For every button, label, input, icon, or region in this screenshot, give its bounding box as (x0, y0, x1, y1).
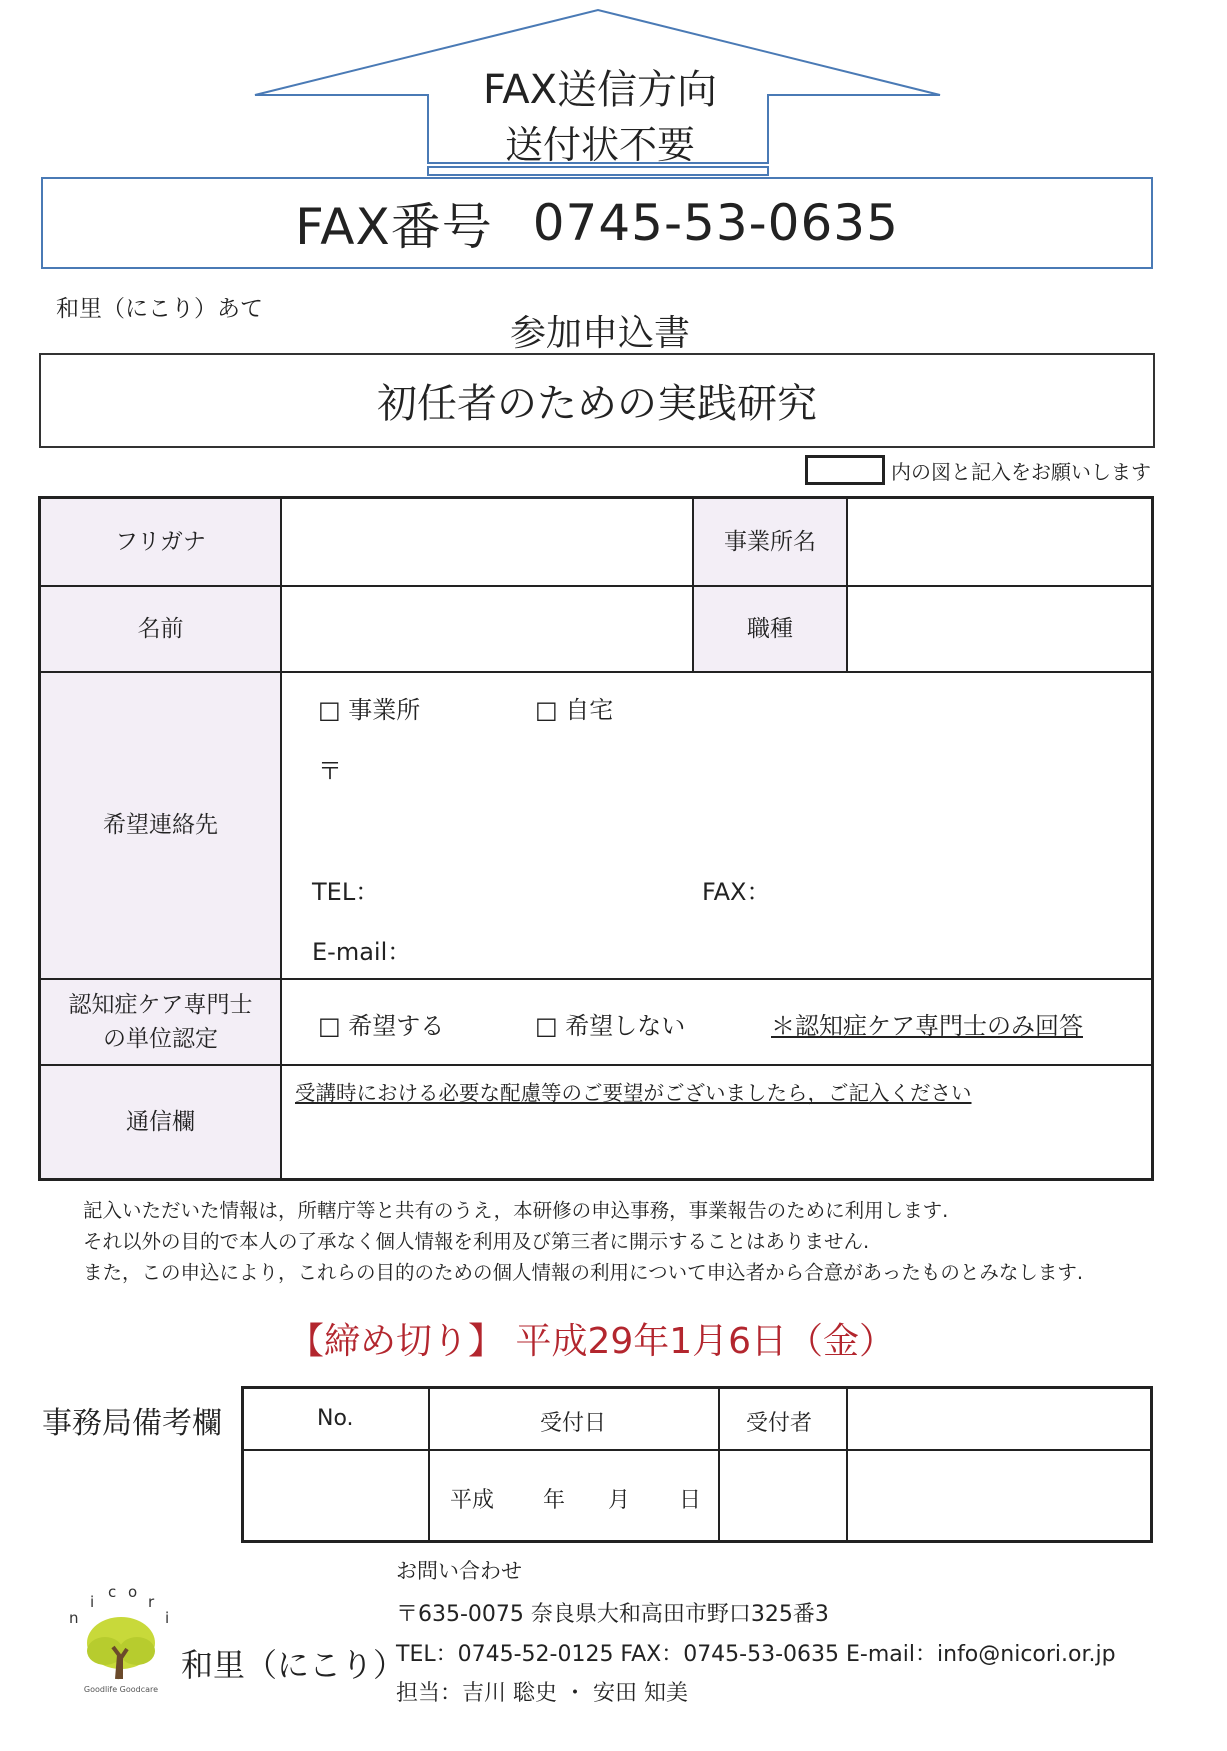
furigana-input[interactable] (282, 499, 692, 585)
received-date-header: 受付日 (540, 1411, 607, 1436)
job-label: 職種 (747, 615, 793, 642)
contact-office-checkbox[interactable]: □ 事業所 (318, 696, 421, 724)
row-divider (41, 1064, 1151, 1066)
column-divider (846, 1389, 848, 1540)
furigana-label: フリガナ (115, 528, 206, 555)
svg-text:o: o (128, 1585, 138, 1601)
contact-heading: お問い合わせ (396, 1559, 522, 1583)
column-divider (428, 1389, 430, 1540)
column-divider (718, 1389, 720, 1540)
name-input[interactable] (282, 587, 692, 671)
furigana-label-cell (41, 499, 280, 585)
credit-label-cell (41, 980, 280, 1064)
column-divider (692, 499, 694, 671)
svg-text:n: n (69, 1609, 79, 1627)
row-divider (41, 978, 1151, 980)
no-header: No. (317, 1406, 354, 1431)
comm-instruction: 受講時における必要な配慮等のご要望がございましたら，ご記入ください (295, 1081, 972, 1105)
deadline: 【締め切り】 平成29年1月6日（金） (288, 1321, 896, 1362)
contact-home-checkbox[interactable]: □ 自宅 (535, 696, 614, 724)
svg-text:i: i (165, 1609, 170, 1627)
column-divider (280, 499, 282, 1178)
fill-instruction-legend (805, 455, 1151, 485)
org-name: 和里（にこり） (181, 1646, 406, 1684)
svg-text:c: c (108, 1585, 117, 1601)
credit-label-line2: の単位認定 (103, 1026, 218, 1052)
svg-text:r: r (148, 1593, 155, 1611)
no-cover-sheet-label: 送付状不要 (504, 123, 695, 167)
contact-address: 〒635-0075 奈良県大和高田市野口325番3 (396, 1602, 829, 1627)
comm-input[interactable] (282, 1109, 1151, 1178)
job-label-cell (694, 587, 846, 671)
office-use-table (241, 1386, 1153, 1543)
row-divider (41, 585, 1151, 587)
office-name-label-cell (694, 499, 846, 585)
contact-label-cell (41, 673, 280, 978)
privacy-note-3: また，この申込により，これらの目的のための個人情報の利用について申込者から合意があったものとみなします. (83, 1261, 1084, 1284)
logo-tagline: Goodlife Goodcare (83, 1685, 159, 1694)
receiver-header: 受付者 (746, 1411, 813, 1436)
nicori-logo (65, 1585, 177, 1695)
fax-number-box (41, 177, 1153, 269)
contact-phones: TEL：0745-52-0125 FAX：0745-53-0635 E-mail：info@nicori.or.jp (396, 1642, 1116, 1667)
row-divider (41, 671, 1151, 673)
privacy-note-2: それ以外の目的で本人の了承なく個人情報を利用及び第三者に開示することはありません. (83, 1230, 870, 1253)
addressee: 和里（にこり）あて (56, 296, 263, 322)
date-day: 日 (679, 1488, 702, 1513)
fax-direction-label: FAX送信方向 (482, 67, 718, 113)
tel-label: TEL： (312, 878, 380, 906)
fax-number-label: FAX番号 (295, 198, 493, 256)
contact-label: 希望連絡先 (103, 812, 218, 839)
credit-no-checkbox[interactable]: □ 希望しない (535, 1012, 686, 1040)
office-name-input[interactable] (848, 499, 1151, 585)
name-label-cell (41, 587, 280, 671)
privacy-note-1: 記入いただいた情報は，所轄庁等と共有のうえ，本研修の申込事務，事業報告のために利用します. (83, 1199, 949, 1222)
application-form-table (38, 496, 1154, 1181)
credit-yes-checkbox[interactable]: □ 希望する (318, 1012, 445, 1040)
date-month: 月 (608, 1488, 631, 1513)
fax-label: FAX： (702, 878, 771, 906)
comm-label: 通信欄 (126, 1108, 195, 1135)
office-name-label: 事業所名 (724, 528, 816, 555)
legend-text: 内の図と記入をお願いします (891, 459, 1151, 484)
credit-label-line1: 認知症ケア専門士 (68, 991, 253, 1018)
form-title: 参加申込書 (509, 313, 690, 354)
course-title-box (39, 353, 1155, 448)
course-title: 初任者のための実践研究 (377, 381, 817, 427)
row-divider (244, 1449, 1150, 1451)
fax-number: 0745-53-0635 (532, 194, 899, 252)
contact-staff: 担当：吉川 聡史 ・ 安田 知美 (396, 1681, 688, 1706)
credit-note: ＊認知症ケア専門士のみ回答 (771, 1012, 1083, 1040)
date-era: 平成 (450, 1488, 495, 1513)
postal-mark: 〒 (318, 757, 342, 785)
job-input[interactable] (848, 587, 1151, 671)
name-label: 名前 (137, 615, 184, 642)
svg-text:i: i (90, 1593, 95, 1611)
column-divider (846, 499, 848, 671)
comm-label-cell (41, 1066, 280, 1178)
office-use-label: 事務局備考欄 (42, 1406, 222, 1441)
date-year: 年 (543, 1488, 566, 1513)
legend-box-icon (805, 455, 885, 485)
email-label: E-mail： (312, 938, 412, 966)
